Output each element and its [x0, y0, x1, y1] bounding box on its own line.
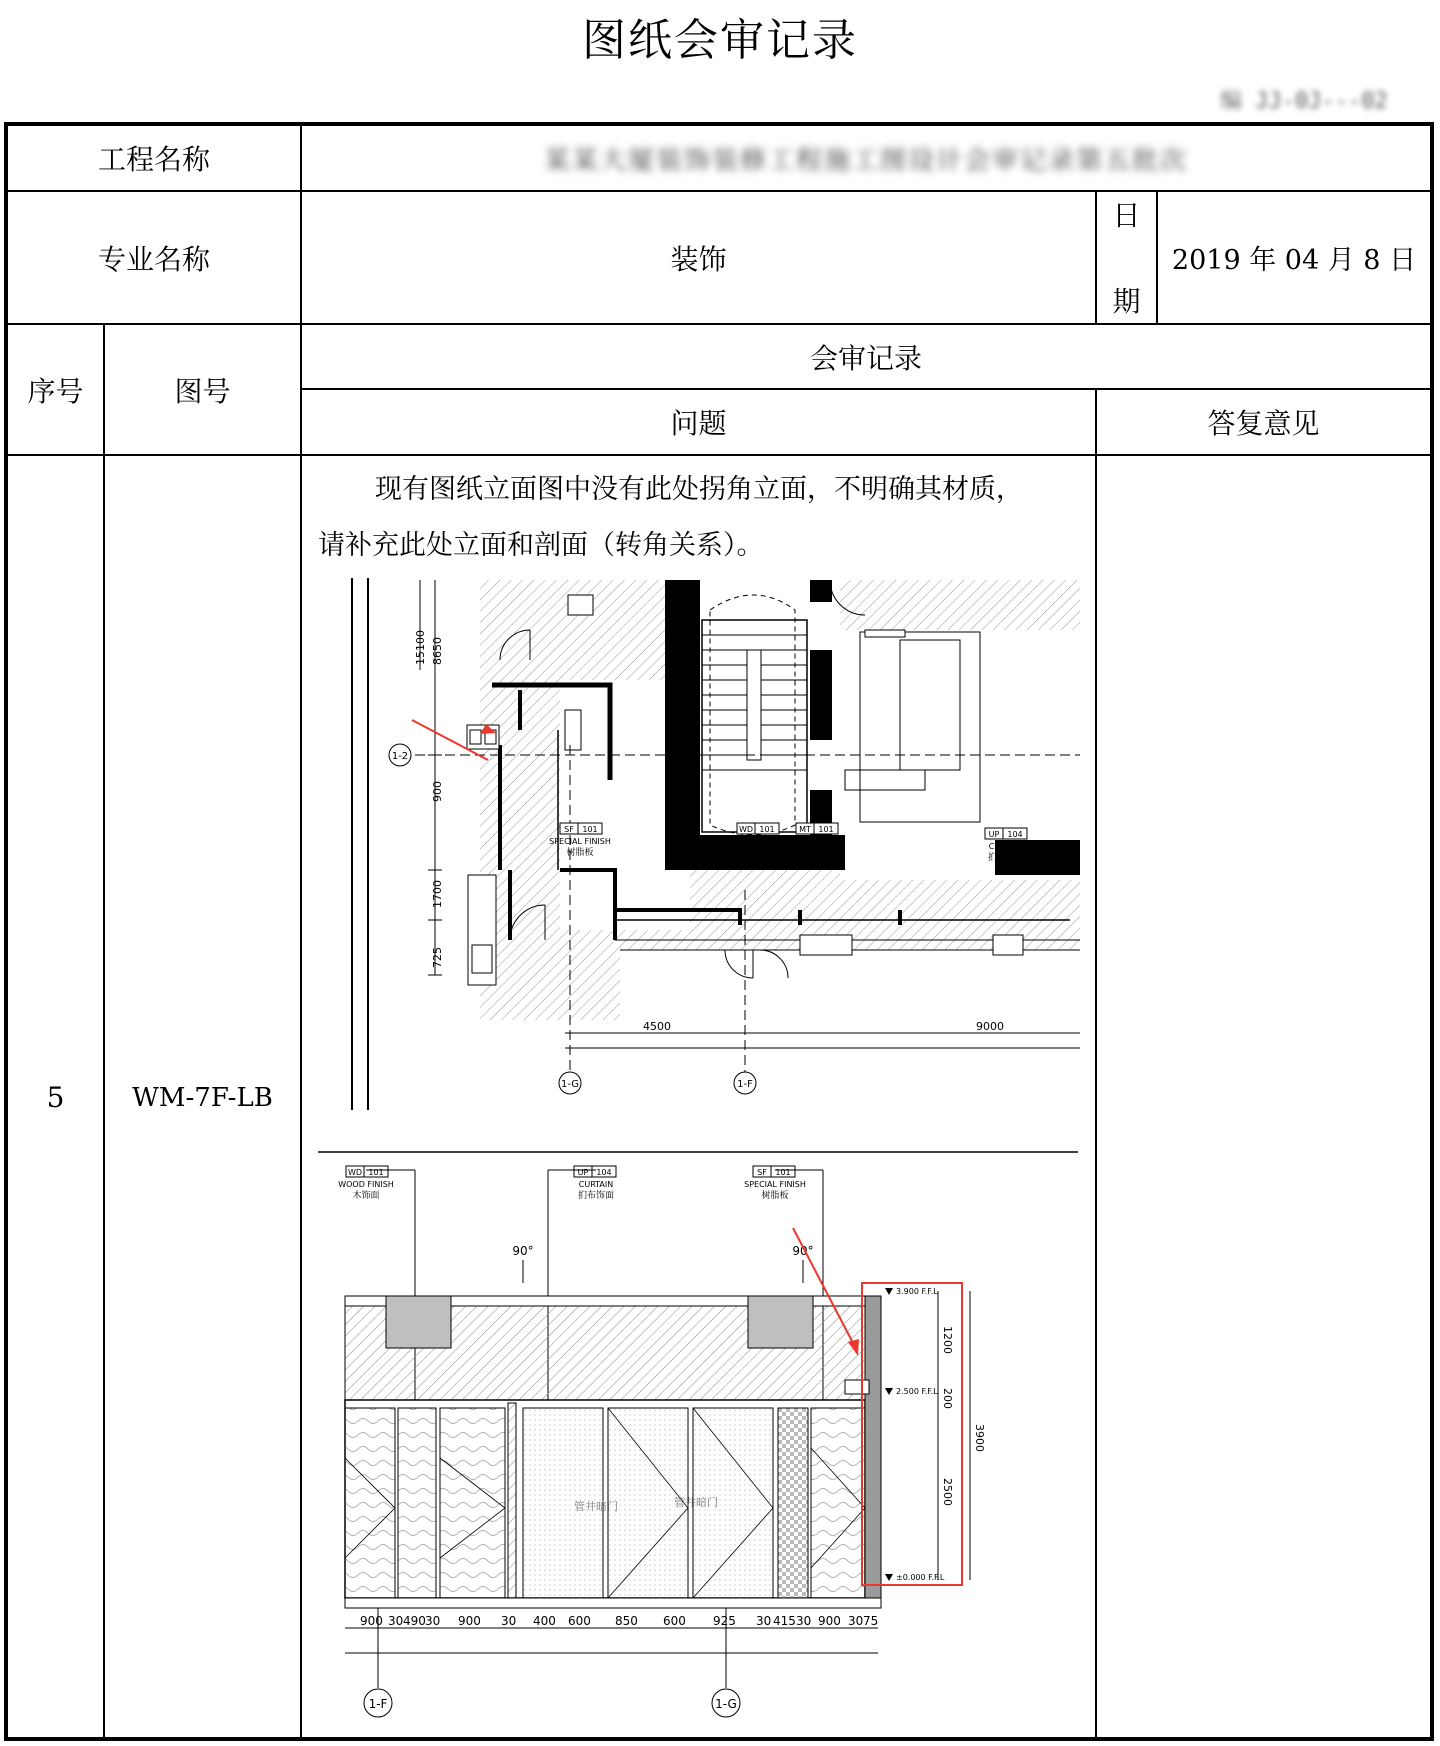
svg-text:101: 101	[582, 825, 598, 834]
svg-text:MT: MT	[799, 825, 811, 834]
issue-header: 问题	[670, 407, 727, 440]
dim-bottom-30e: 30	[796, 1614, 812, 1628]
svg-text:SPECIAL FINISH: SPECIAL FINISH	[549, 837, 611, 846]
svg-text:104: 104	[596, 1168, 612, 1177]
svg-text:101: 101	[775, 1168, 791, 1177]
svg-text:101: 101	[368, 1168, 384, 1177]
axis-1-g-label: 1-G	[560, 1079, 580, 1090]
issue-text	[318, 462, 1088, 574]
dim-bottom-600b: 600	[663, 1614, 686, 1628]
dim-8650: 8650	[431, 637, 444, 665]
date-label-top: 日	[1112, 199, 1141, 232]
date-label-bottom: 期	[1112, 285, 1141, 318]
level-mark-top: 3.900 F.F.L	[896, 1287, 938, 1296]
dim-bottom-900b: 900	[458, 1614, 481, 1628]
dim-900: 900	[431, 781, 444, 802]
elevation-drawing	[318, 1148, 1078, 1718]
date-value: 2019 年 04 月 8 日	[1171, 245, 1417, 276]
dim-right-2500: 2500	[941, 1478, 954, 1506]
issue-line-1: 现有图纸立面图中没有此处拐角立面，不明确其材质，	[375, 474, 1023, 505]
svg-text:扪布饰面: 扪布饰面	[987, 853, 1025, 863]
page-title: 图纸会审记录	[582, 15, 858, 66]
reply-header: 答复意见	[1207, 407, 1320, 440]
svg-text:WD: WD	[738, 825, 754, 834]
elev-axis-1-f: 1-F	[368, 1697, 388, 1711]
svg-text:树脂板: 树脂板	[761, 1191, 789, 1201]
issue-line-2: 请补充此处立面和剖面（转角关系）。	[318, 530, 764, 561]
angle-label-1: 90°	[512, 1244, 534, 1258]
svg-text:SF: SF	[757, 1168, 767, 1177]
dim-bottom-925: 925	[713, 1614, 736, 1628]
svg-text:101: 101	[759, 825, 775, 834]
svg-text:CURTAIN: CURTAIN	[988, 842, 1024, 851]
dim-bottom-490: 490	[403, 1614, 426, 1628]
svg-text:104: 104	[1007, 830, 1023, 839]
project-label: 工程名称	[97, 143, 210, 176]
elev-tag-up-104	[574, 1166, 616, 1201]
elev-tag-wd-101	[338, 1166, 394, 1201]
svg-text:CURTAIN: CURTAIN	[578, 1180, 614, 1189]
level-mark-mid: 2.500 F.F.L	[896, 1387, 938, 1396]
dim-bottom-900c: 900	[818, 1614, 841, 1628]
dim-right-1200: 1200	[941, 1326, 954, 1354]
elev-tag-sf-101	[744, 1166, 806, 1201]
dim-bottom-850: 850	[615, 1614, 638, 1628]
dim-bottom-75: 75	[863, 1614, 879, 1628]
floor-plan-drawing	[340, 570, 1080, 1120]
project-value: 某某大厦装饰装修工程施工图设计会审记录第五批次	[543, 145, 1188, 176]
dim-bottom-30b: 30	[425, 1614, 441, 1628]
dim-bottom-30c: 30	[501, 1614, 517, 1628]
dim-1700: 1700	[431, 880, 444, 908]
dim-bottom-30f: 30	[848, 1614, 864, 1628]
review-record-header: 会审记录	[809, 341, 922, 375]
seq-header: 序号	[27, 374, 84, 408]
row-seq: 5	[46, 1081, 65, 1114]
row-drawing-no: WM-7F-LB	[132, 1082, 273, 1113]
dim-15100: 15100	[414, 630, 427, 665]
door-label-1: 管井暗门	[574, 1500, 618, 1513]
document-number: 编 JJ-0J---02	[1220, 89, 1388, 114]
discipline-label: 专业名称	[97, 242, 210, 276]
dim-4500: 4500	[643, 1020, 671, 1033]
svg-text:UP: UP	[988, 830, 1000, 839]
dim-bottom-415: 415	[773, 1614, 796, 1628]
axis-1-f-label: 1-F	[737, 1079, 753, 1090]
discipline-value: 装饰	[670, 242, 727, 276]
svg-text:木饰面: 木饰面	[352, 1191, 380, 1201]
svg-text:树脂板: 树脂板	[566, 848, 594, 858]
svg-text:WD: WD	[347, 1168, 363, 1177]
dim-bottom-600: 600	[568, 1614, 591, 1628]
angle-label-2: 90°	[792, 1244, 814, 1258]
svg-text:SPECIAL FINISH: SPECIAL FINISH	[744, 1180, 806, 1189]
dim-9000: 9000	[976, 1020, 1004, 1033]
door-label-2: 管井暗门	[674, 1496, 718, 1509]
svg-text:木饰面: 木饰面	[744, 848, 772, 858]
dim-bottom-900: 900	[360, 1614, 383, 1628]
row-reply	[1097, 456, 1430, 1739]
dim-725: 725	[431, 947, 444, 968]
svg-text:UP: UP	[577, 1168, 589, 1177]
dim-right-200: 200	[941, 1388, 954, 1409]
svg-text:SF: SF	[564, 825, 574, 834]
tag-up-104	[985, 828, 1027, 863]
dim-bottom-30d: 30	[756, 1614, 772, 1628]
level-mark-floor: ±0.000 F.F.L	[896, 1573, 945, 1582]
svg-text:101: 101	[818, 825, 834, 834]
svg-text:WOOD FINISH: WOOD FINISH	[338, 1180, 394, 1189]
dim-bottom-30: 30	[388, 1614, 404, 1628]
dim-bottom-400: 400	[533, 1614, 556, 1628]
svg-text:扪布饰面: 扪布饰面	[577, 1191, 615, 1201]
svg-text:METAL FINISH: METAL FINISH	[788, 837, 844, 846]
dim-right-3900: 3900	[973, 1424, 986, 1452]
svg-text:WOOD FINISH: WOOD FINISH	[730, 837, 786, 846]
elev-axis-1-g: 1-G	[715, 1697, 737, 1711]
axis-1-2-label: 1-2	[391, 751, 409, 762]
svg-text:金属: 金属	[806, 848, 826, 858]
drawing-no-header: 图号	[174, 374, 231, 408]
